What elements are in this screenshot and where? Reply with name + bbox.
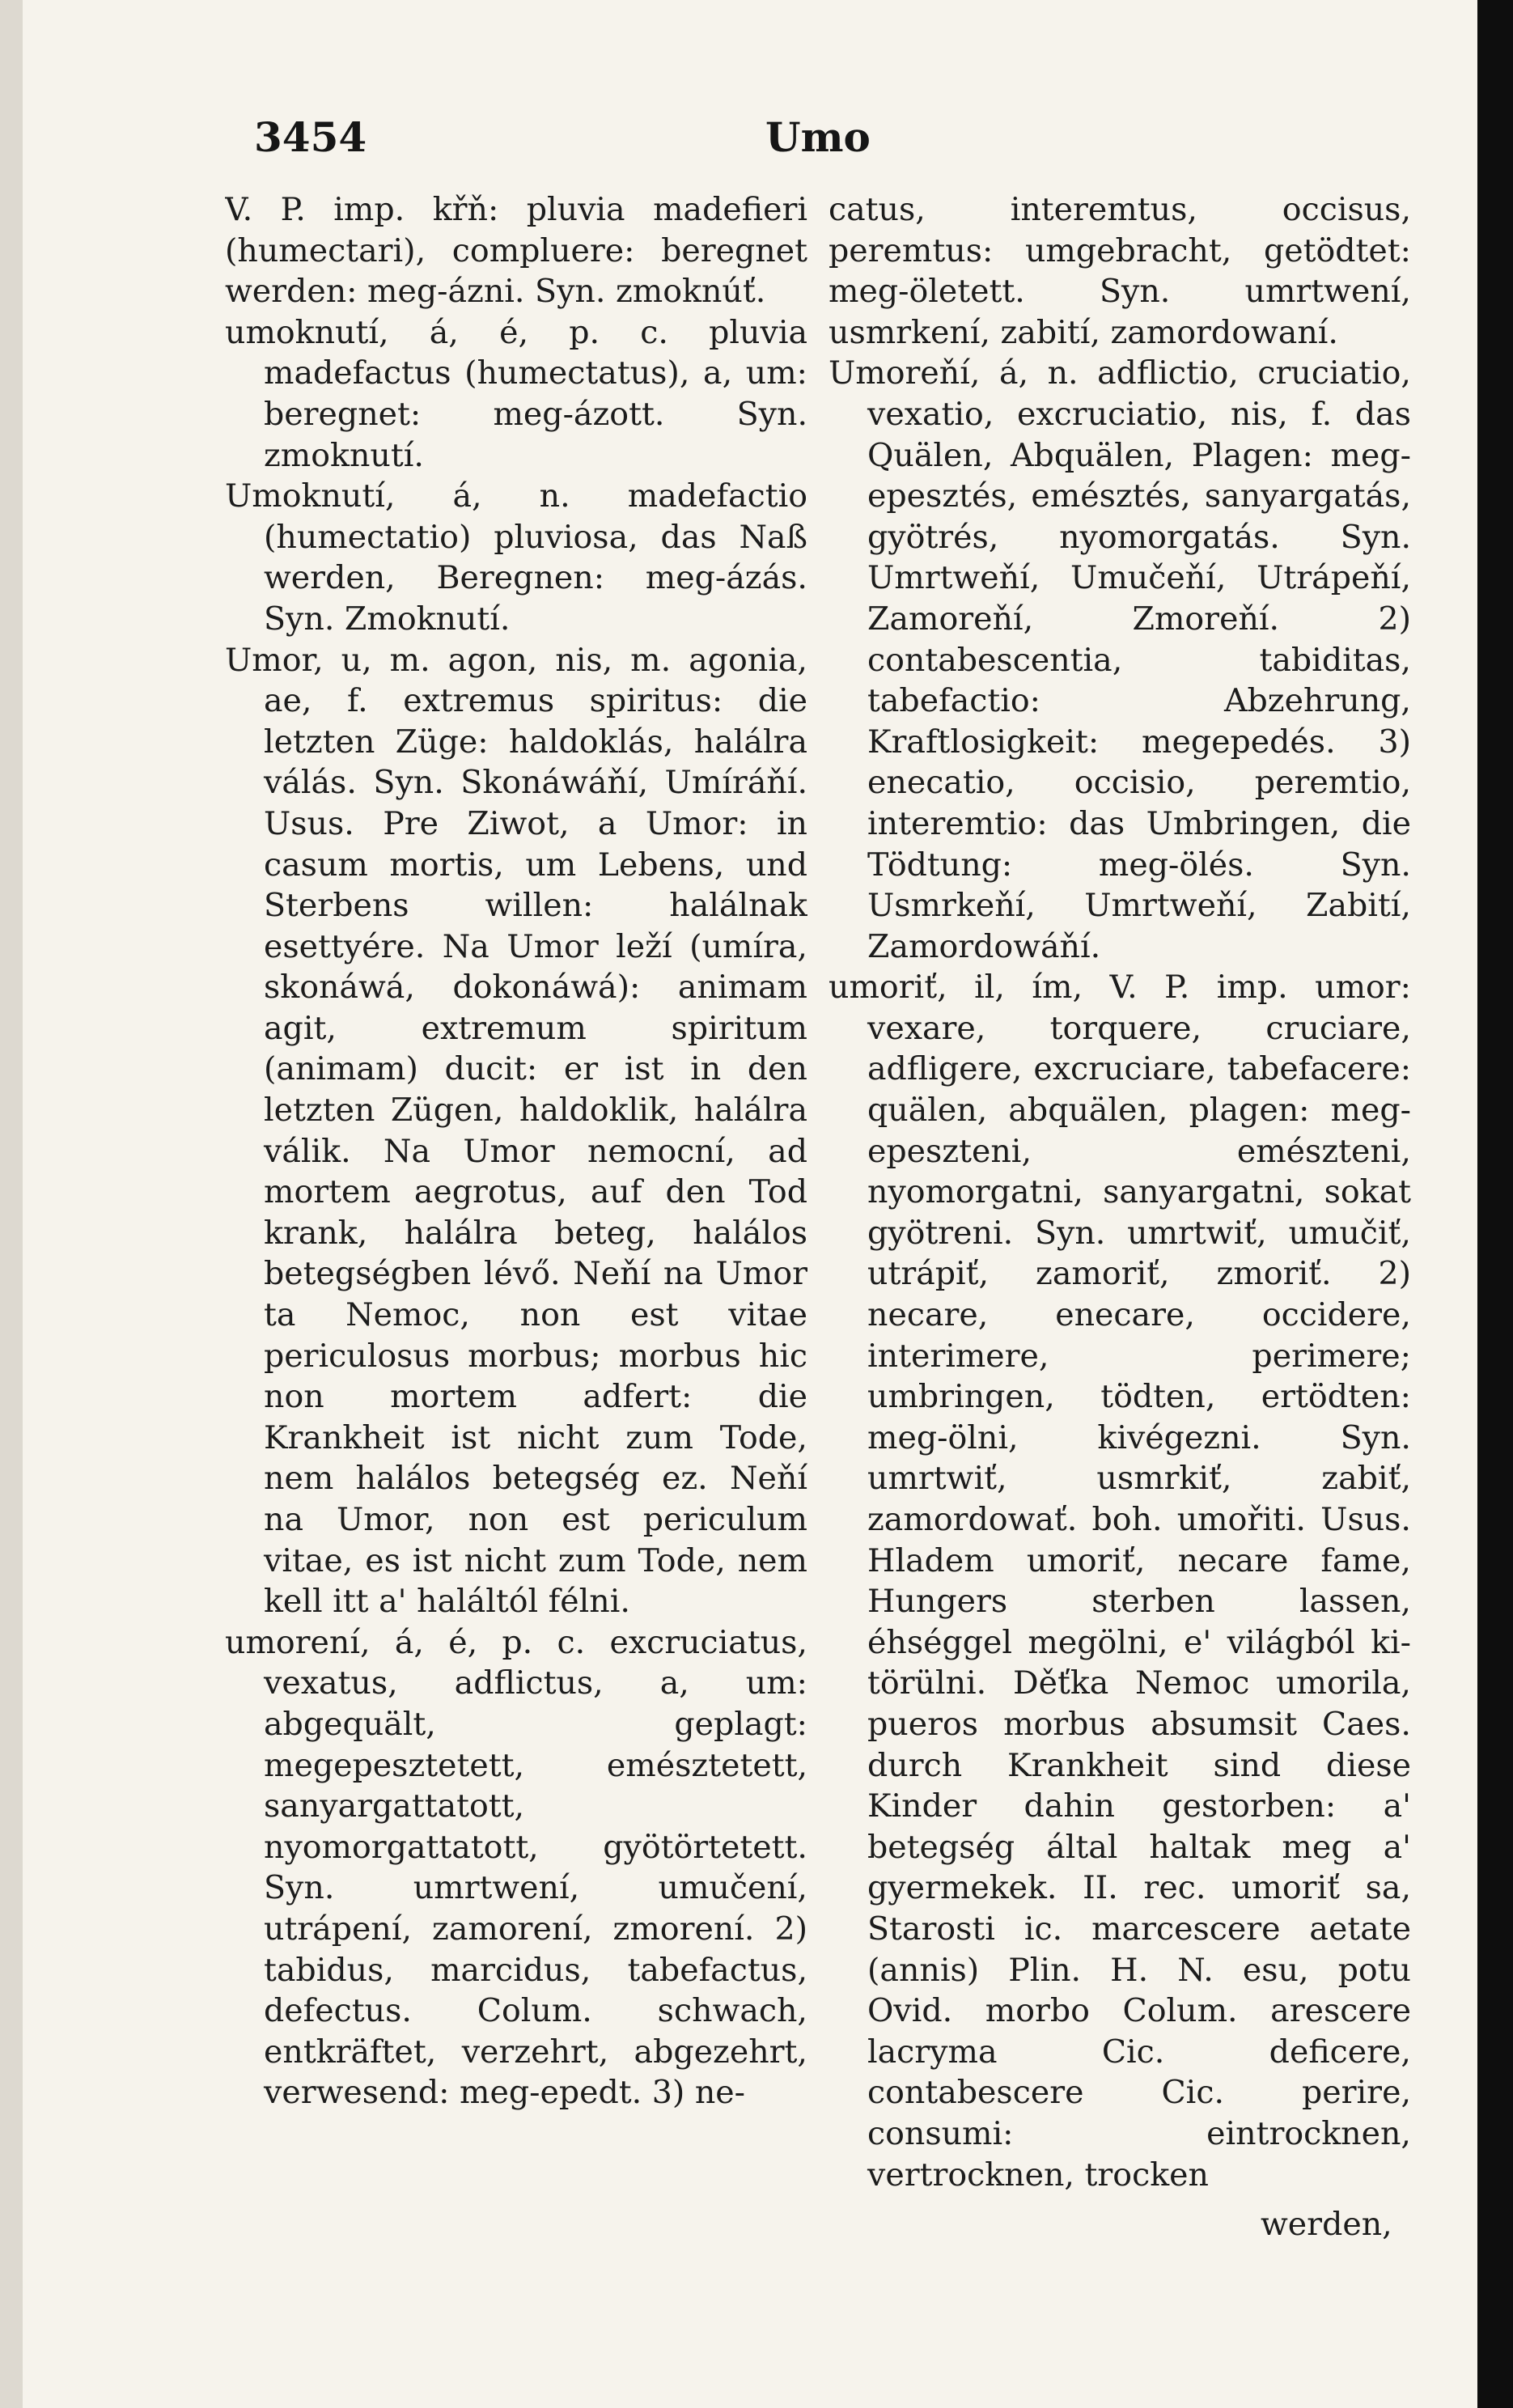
entry-umoreni-noun: Umoreňí, á, n. adflictio, cruciatio, vexatio, excruciatio, nis, f. das Quälen, Abquälen, Plagen: meg-epesztés, emésztés, sanyargatás, gyötrés, nyomorgatás. Syn. Umrtweňí, Umučeňí, Utrápeňí, Zamoreňí, Zmoreňí. 2) contabescentia, tabiditas, tabefactio: Abzehrung, Kraftlosigkeit: megepedés. 3) enecatio, occisio, peremtio, interemtio: das Umbringen, die Tödtung: meg-ölés. Syn. Usmrkeňí, Umrtweňí, Zabití, Zamordowáňí.	[829, 354, 1411, 965]
page-edge-left	[0, 0, 23, 2408]
right-column	[829, 189, 1411, 2261]
page-edge-right	[1477, 0, 1513, 2408]
left-column	[225, 189, 807, 2261]
entry-umoreni-adj: umorení, á, é, p. c. excruciatus, vexatus, adflictus, a, um: abgequält, geplagt: megepesztetett, emésztetett, sanyargattatott, nyomorgattatott, gyötörtetett. Syn. umrtwení, umučení, utrápení, zamorení, zmorení. 2) tabidus, marcidus, tabefactus, defectus. Colum. schwach, entkräftet, verzehrt, abgezehrt, verwesend: meg-epedt. 3) ne-	[225, 1623, 807, 2112]
running-head: Umo	[765, 113, 871, 161]
entry-umorit: umoriť, il, ím, V. P. imp. umor: vexare, torquere, cruciare, adfligere, excruciare, tabefacere: quälen, abquälen, plagen: meg-epeszteni, emészteni, nyomorgatni, sanyargatni, sokat gyötreni. Syn. umrtwiť, umučiť, utrápiť, zamoriť, zmoriť. 2) necare, enecare, occidere, interimere, perimere; umbringen, tödten, ertödten: meg-ölni, kivégezni. Syn. umrtwiť, usmrkiť, zabiť, zamordowať. boh. umořiti. Usus. Hladem umoriť, necare fame, Hungers sterben lassen, éhséggel megölni, e' világból ki-törülni. Děťka Nemoc umorila, pueros morbus absumsit Caes. durch Krankheit sind diese Kinder dahin gestorben: a' betegség által haltak meg a' gyermekek. II. rec. umoriť sa, Starosti ic. marcescere aetate (annis) Plin. H. N. esu, potu Ovid. morbo Colum. arescere lacryma Cic. deficere, contabescere Cic. perire, consumi: eintrocknen, vertrocknen, trocken	[829, 969, 1411, 2194]
entry-continuation: V. P. imp. křň: pluvia madefieri (humectari), compluere: beregnet werden: meg-ázni. Syn. zmoknúť.	[225, 191, 807, 311]
entry-umoknuti-noun: Umoknutí, á, n. madefactio (humectatio) pluviosa, das Naß werden, Beregnen: meg-ázás. Syn. Zmoknutí.	[225, 477, 807, 638]
entry-umor: Umor, u, m. agon, nis, m. agonia, ae, f. extremus spiritus: die letzten Züge: haldoklás, halálra válás. Syn. Skonáwáňí, Umíráňí. Usus. Pre Ziwot, a Umor: in casum mortis, um Lebens, und Sterbens willen: halálnak esettyére. Na Umor leží (umíra, skonáwá, dokonáwá): animam agit, extremum spiritum (animam) ducit: er ist in den letzten Zügen, haldoklik, halálra válik. Na Umor nemocní, ad mortem aegrotus, auf den Tod krank, halálra beteg, halálos betegségben lévő. Neňí na Umor ta Nemoc, non est vitae periculosus morbus; morbus hic non mortem adfert: die Krankheit ist nicht zum Tode, nem halálos betegség ez. Neňí na Umor, non est periculum vitae, es ist nicht zum Tode, nem kell itt a' haláltól félni.	[225, 641, 807, 1621]
entry-umoknuti-adj: umoknutí, á, é, p. c. pluvia madefactus (humectatus), a, um: beregnet: meg-ázott. Syn. zmoknutí.	[225, 313, 807, 474]
page-number: 3454	[254, 113, 367, 161]
entry-continuation-right: catus, interemtus, occisus, peremtus: umgebracht, getödtet: meg-öletett. Syn. umrtwení, usmrkení, zabití, zamordowaní.	[829, 191, 1411, 351]
dictionary-page	[23, 0, 1513, 2408]
catchword: werden,	[1261, 2206, 1392, 2243]
page-header	[23, 113, 1477, 178]
